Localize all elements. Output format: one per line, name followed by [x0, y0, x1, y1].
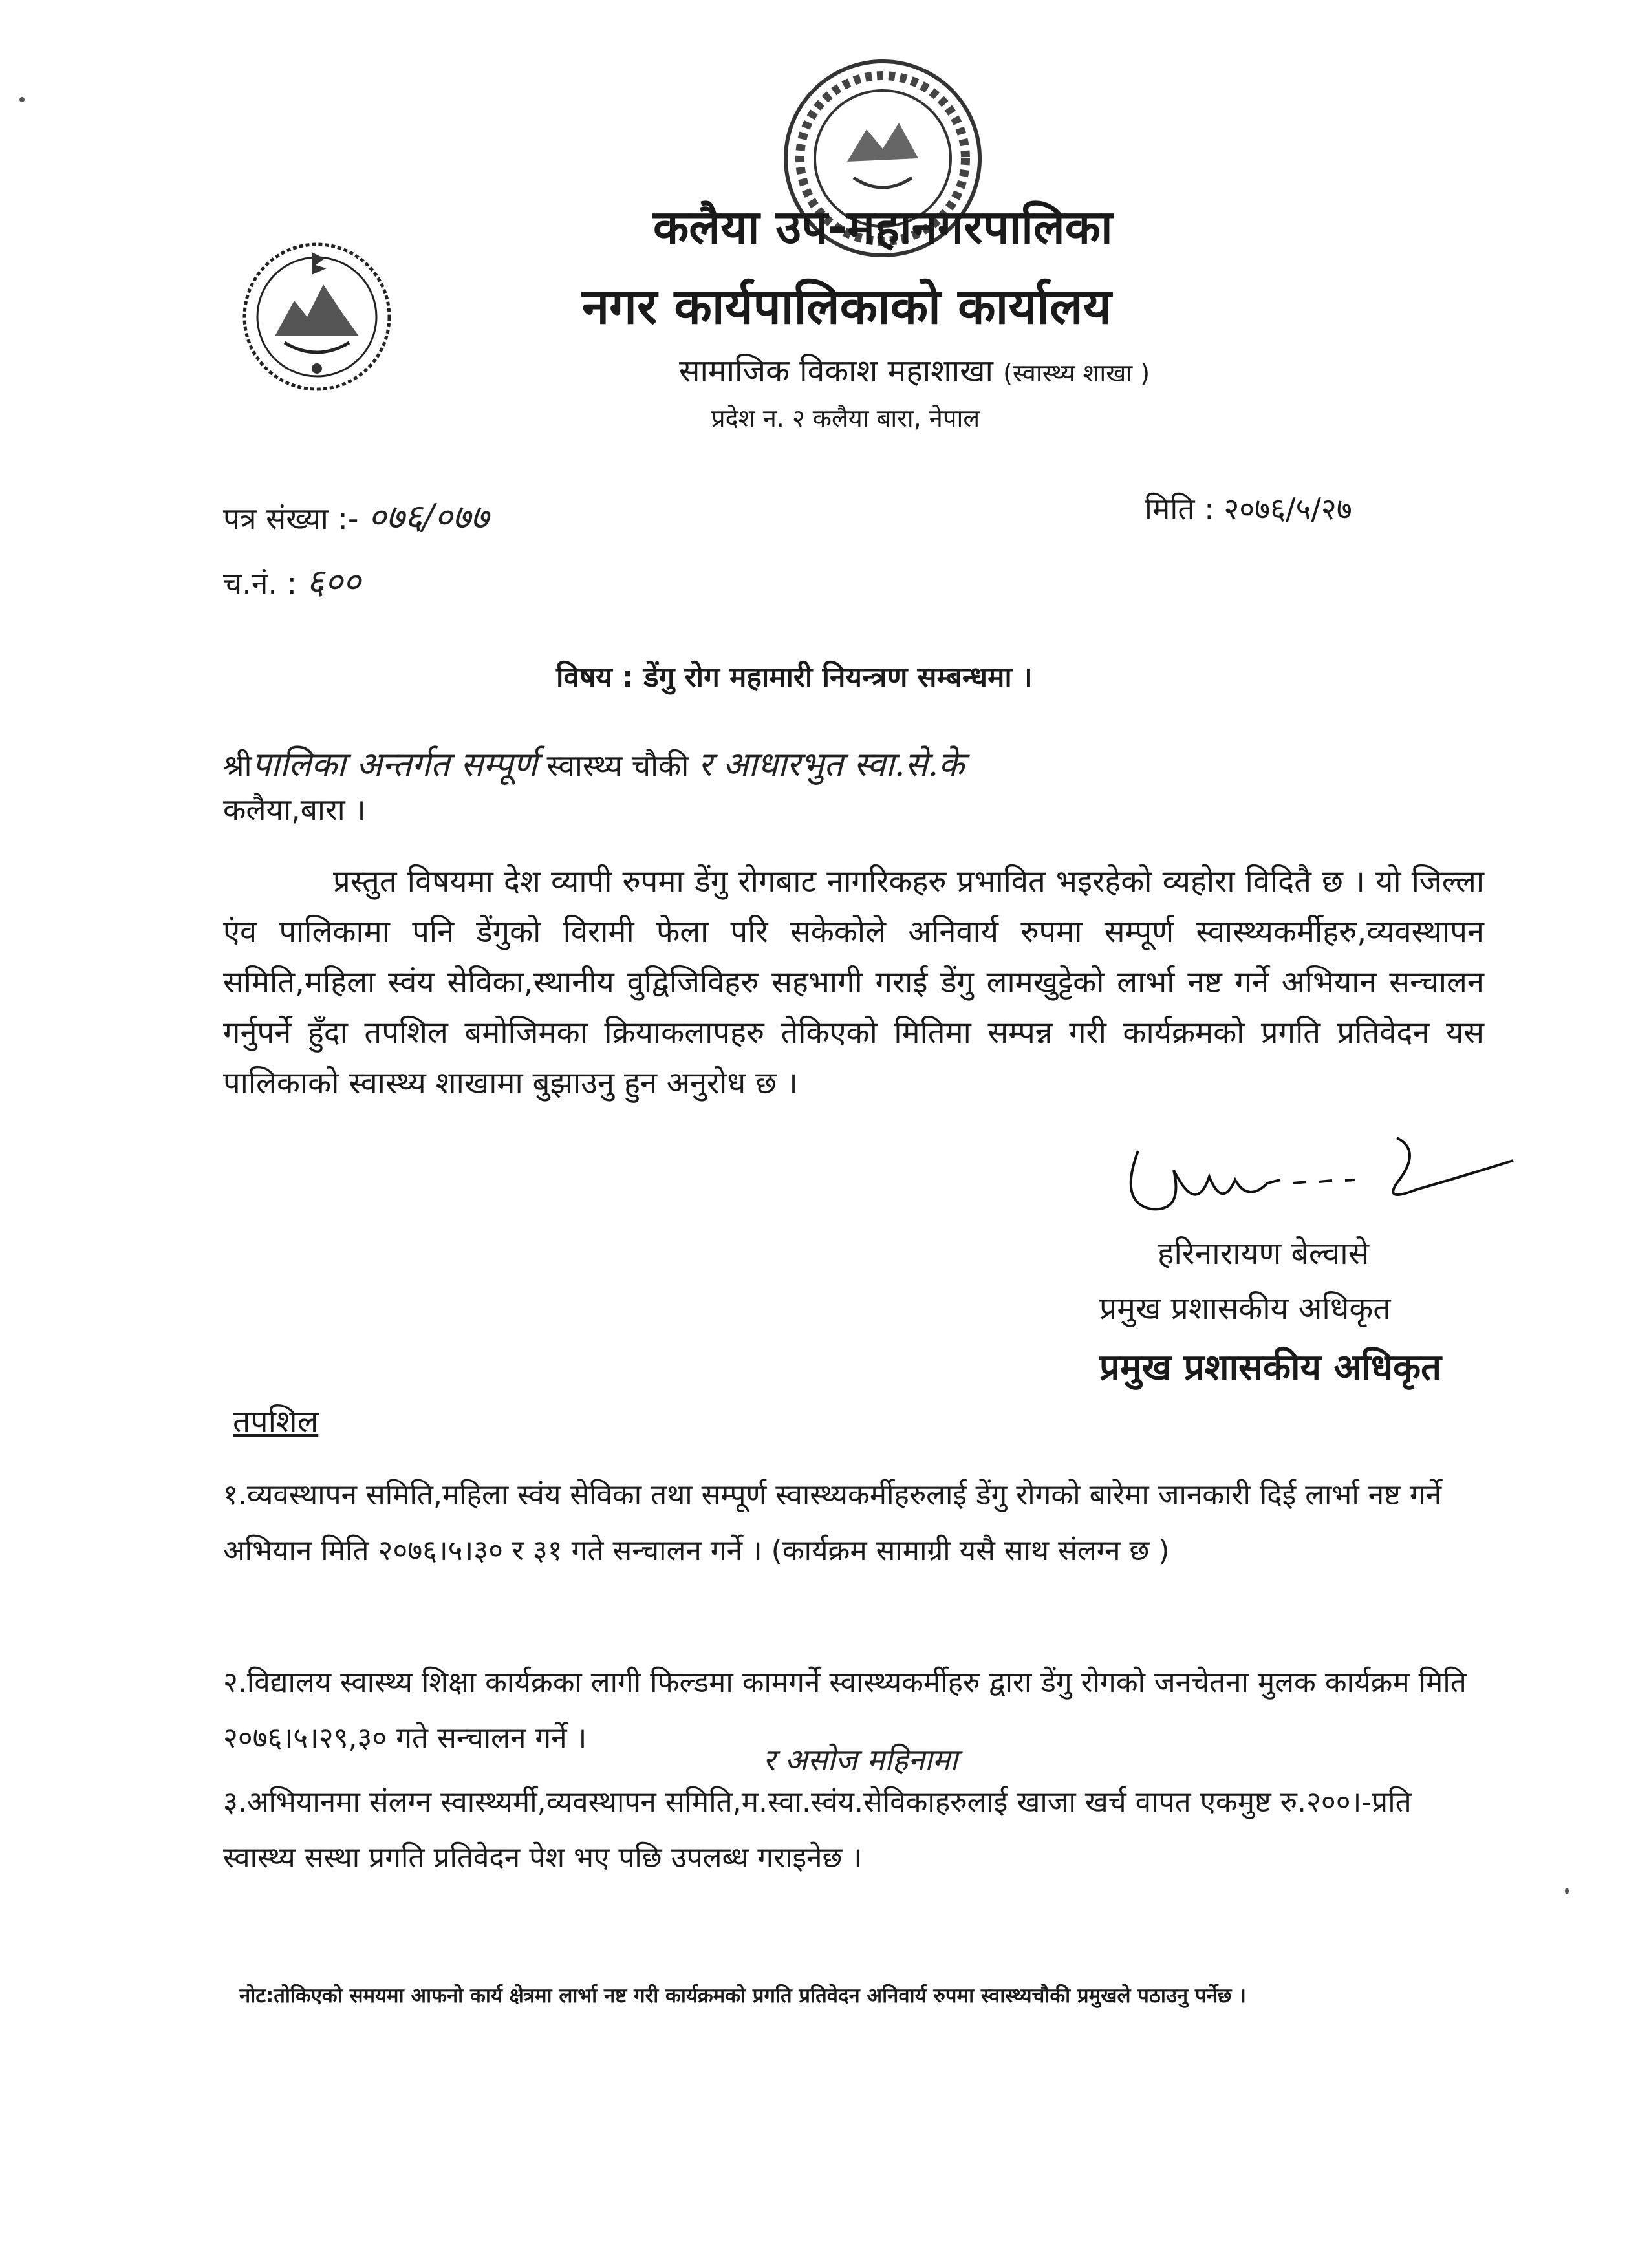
letter-body: [223, 857, 1484, 1109]
details-item-2: २.विद्यालय स्वास्थ्य शिक्षा कार्यक्रका लागी फिल्डमा कामगर्ने स्वास्थ्यकर्मीहरु द्वारा डेंगु रोगको जनचेतना मुलक कार्यक्रम मिति २०७६।५।२९,३० गते सन्चालन गर्ने ।: [223, 1666, 1467, 1755]
patra-sankhya: [223, 491, 489, 539]
details-item-1: १.व्यवस्थापन समिति,महिला स्वंय सेविका तथा सम्पूर्ण स्वास्थ्यकर्मीहरुलाई डेंगु रोगको बारेमा जानकारी दिई लार्भा नष्ट गर्ने अभियान मिति २०७६।५।३० र ३१ गते सन्चालन गर्ने । (कार्यक्रम सामाग्री यसै साथ संलग्न छ ): [223, 1479, 1442, 1567]
details-heading: तपशिल: [233, 1404, 319, 1440]
section-name: (स्वास्थ्य शाखा ): [1003, 359, 1150, 387]
department: [679, 349, 1150, 391]
designation-stamp: प्रमुख प्रशासकीय अधिकृत: [1099, 1347, 1442, 1389]
letter-date: [1145, 488, 1352, 528]
date-value: २०७६/५/२७: [1223, 491, 1352, 526]
footer-note: नोट:तोकिएको समयमा आफनो कार्य क्षेत्रमा लार्भा नष्ट गरी कार्यक्रमको प्रगति प्रतिवेदन अनिवार्य रुपमा स्वास्थ्यचौकी प्रमुखले पठाउनु पर्नेछ ।: [239, 1984, 1247, 2007]
addressee-place: कलैया,बारा ।: [223, 792, 366, 827]
handwritten-insert: र असोज महिनामा: [763, 1742, 958, 1777]
patra-value: ०७६/०७७: [368, 497, 489, 537]
details-item-3: ३.अभियानमा संलग्न स्वास्थ्यर्मी,व्यवस्थापन समिति,म.स्वा.स्वंय.सेविकाहरुलाई खाजा खर्च वापत एकमुष्ट रु.२००।-प्रति स्वास्थ्य सस्था प्रगति प्रतिवेदन पेश भए पछि उपलब्ध गराइनेछ ।: [223, 1786, 1412, 1874]
signatory-title: प्रमुख प्रशासकीय अधिकृत: [1099, 1290, 1391, 1327]
addressee-handwritten-1: पालिका अन्तर्गत सम्पूर्ण: [252, 745, 537, 784]
letter-body-text: प्रस्तुत विषयमा देश व्यापी रुपमा डेंगु रोगबाट नागरिकहरु प्रभावित भइरहेको व्यहोरा विदितै छ । यो जिल्ला एंव पालिकामा पनि डेंगुको विरामी फेला परि सकेकोले अनिवार्य रुपमा सम्पूर्ण स्वास्थ्यकर्मीहरु,व्यवस्थापन समिति,महिला स्वंय सेविका,स्थानीय वुद्विजिविहरु सहभागी गराई डेंगु लामखुट्टेको लार्भा नष्ट गर्ने अभियान सन्चालन गर्नुपर्ने हुँदा तपशिल बमोजिमका क्रियाकलापहरु तेकिएको मितिमा सम्पन्न गरी कार्यक्रमको प्रगति प्रतिवेदन यस पालिकाको स्वास्थ्य शाखामा बुझाउनु हुन अनुरोध छ ।: [223, 864, 1484, 1101]
signatory-name: हरिनारायण बेल्वासे: [1158, 1236, 1370, 1272]
scan-speck: [19, 97, 25, 102]
addressee-printed: स्वास्थ्य चौकी: [546, 748, 689, 783]
patra-label: पत्र संख्या :-: [223, 501, 359, 536]
department-name: सामाजिक विकाश महाशाखा: [679, 353, 993, 389]
date-label: मिति :: [1145, 491, 1214, 526]
handwritten-signature: [1112, 1125, 1526, 1235]
chana-label: च.नं. :: [223, 566, 297, 601]
addressee-prefix: श्री: [223, 748, 252, 783]
subject-line: विषय : डेंगु रोग महामारी नियन्त्रण सम्बन्धमा ।: [556, 661, 1033, 694]
office-address: प्रदेश न. २ कलैया बारा, नेपाल: [711, 404, 980, 433]
org-line-1: कलैया उप-महानगरपालिका: [653, 200, 1113, 254]
chalani-number: [223, 556, 361, 604]
chana-value: ६००: [306, 561, 361, 602]
org-line-2: नगर कार्यपालिकाको कार्यालय: [582, 277, 1112, 335]
government-emblem-icon: [239, 239, 394, 394]
addressee-line: [223, 740, 964, 786]
addressee-handwritten-2: र आधारभुत स्वा.से.के: [698, 745, 965, 784]
scan-speck: [1565, 1888, 1569, 1894]
